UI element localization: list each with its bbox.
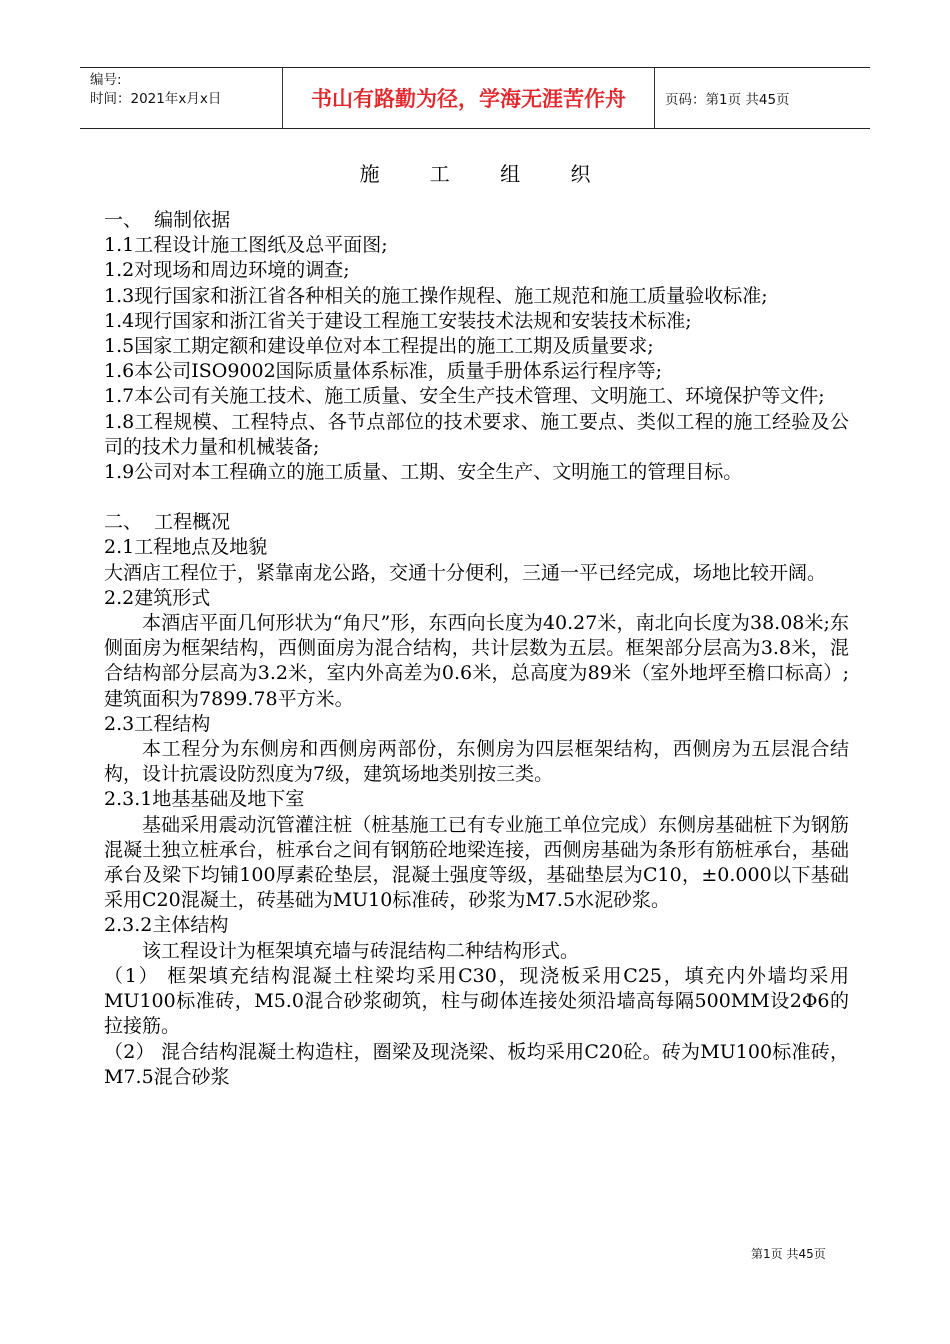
header-page-code: 页码：第1页 共45页 <box>665 92 790 108</box>
page-footer: 第1页 共45页 <box>751 1247 826 1261</box>
paragraph: 该工程设计为框架填充墙与砖混结构二种结构形式。 <box>142 939 580 962</box>
paragraph: 1.7本公司有关施工技术、施工质量、安全生产技术管理、文明施工、环境保护等文件; <box>104 385 825 408</box>
header-meta <box>80 68 283 128</box>
subheading: 2.2建筑形式 <box>104 586 211 609</box>
paragraph: 大酒店工程位于，紧靠南龙公路，交通十分便利，三通一平已经完成，场地比较开阔。 <box>104 561 827 584</box>
paragraph: （2） 混合结构混凝土构造柱，圈梁及现浇梁、板均采用C20砼。砖为MU100标准砖，M7.5混合砂浆 <box>104 1040 849 1088</box>
paragraph: 1.8工程规模、工程特点、各节点部位的技术要求、施工要点、类似工程的施工经验及公司的技术力量和机械装备; <box>104 410 849 458</box>
paragraph: 1.6本公司ISO9002国际质量体系标准，质量手册体系运行程序等; <box>104 360 663 383</box>
page-header <box>80 67 870 129</box>
subheading: 2.1工程地点及地貌 <box>104 536 268 559</box>
subheading: 2.3.2主体结构 <box>104 914 229 937</box>
paragraph: 本酒店平面几何形状为“角尺”形，东西向长度为40.27米，南北向长度为38.08米;东侧面房为框架结构，西侧面房为混合结构，共计层数为五层。框架部分层高为3.8米，混合结构部分层高为3.2米，室内外高差为0.6米，总高度为89米（室外地坪至檐口标高）; 建筑面积为7899.78平方米。 <box>104 612 856 710</box>
subheading: 2.3.1地基基础及地下室 <box>104 788 305 811</box>
header-number: 编号: <box>90 72 122 88</box>
paragraph: 本工程分为东侧房和西侧房两部份，东侧房为四层框架结构，西侧房为五层混合结构，设计抗震设防烈度为7级，建筑场地类别按三类。 <box>104 738 849 786</box>
paragraph: （1） 框架填充结构混凝土柱梁均采用C30，现浇板采用C25，填充内外墙均采用MU100标准砖，M5.0混合砂浆砌筑，柱与砌体连接处须沿墙高每隔500MM设2Φ6的拉接筋。 <box>104 964 849 1038</box>
subheading: 2.3工程结构 <box>104 712 211 735</box>
section-heading: 二、 工程概况 <box>104 511 231 534</box>
paragraph: 1.3现行国家和浙江省各种相关的施工操作规程、施工规范和施工质量验收标准; <box>104 284 768 307</box>
paragraph: 1.1工程设计施工图纸及总平面图; <box>104 234 388 257</box>
spacer <box>104 485 849 510</box>
document-body <box>104 208 856 1090</box>
section-heading: 一、 编制依据 <box>104 209 231 231</box>
document-title: 施 工 组 织 <box>359 162 613 186</box>
paragraph: 1.9公司对本工程确立的施工质量、工期、安全生产、文明施工的管理目标。 <box>104 461 743 484</box>
header-time: 时间：2021年x月x日 <box>90 91 222 107</box>
paragraph: 基础采用震动沉管灌注桩（桩基施工已有专业施工单位完成）东侧房基础桩下为钢筋混凝土独立桩承台，桩承台之间有钢筋砼地梁连接，西侧房基础为条形有筋桩承台，基础承台及梁下均铺100厚素砼垫层，混凝土强度等级，基础垫层为C10，±0.000以下基础采用C20混凝土，砖基础为MU10标准砖，砂浆为M7.5水泥砂浆。 <box>104 813 849 912</box>
paragraph: 1.4现行国家和浙江省关于建设工程施工安装技术法规和安装技术标准; <box>104 309 692 332</box>
header-motto: 书山有路勤为径，学海无涯苦作舟 <box>283 68 655 128</box>
paragraph: 1.2对现场和周边环境的调查; <box>104 259 350 282</box>
paragraph: 1.5国家工期定额和建设单位对本工程提出的施工工期及质量要求; <box>104 335 654 358</box>
